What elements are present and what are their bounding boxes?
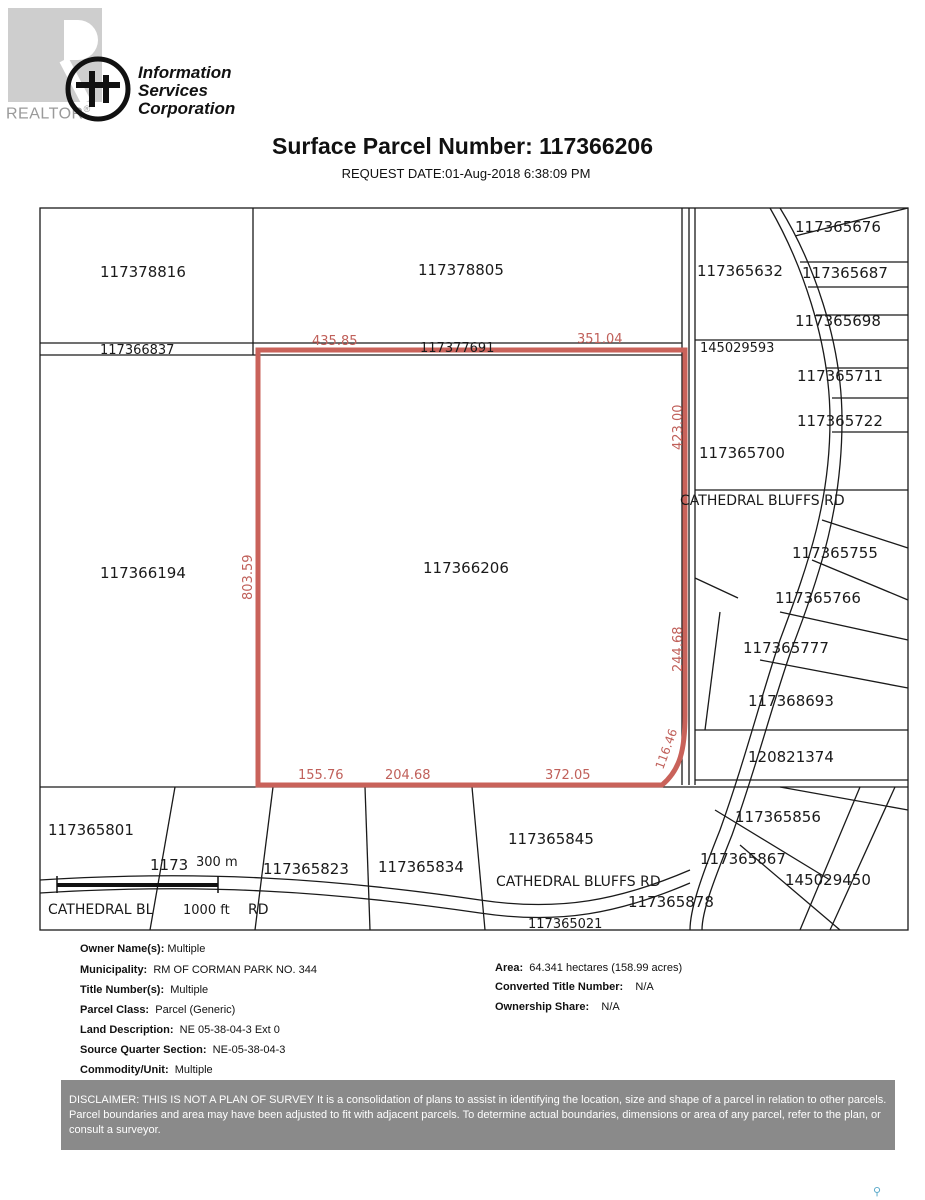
ownership-share-value: N/A: [601, 1001, 620, 1013]
dim-bottom-1: 155.76: [298, 768, 344, 783]
dim-curve: 116.46: [652, 726, 681, 772]
source-quarter-value: NE-05-38-04-3: [212, 1044, 286, 1056]
municipality-label: Municipality:: [80, 964, 148, 976]
parcel-117365711: 117365711: [797, 367, 883, 385]
parcel-117365834: 117365834: [378, 858, 464, 876]
scale-label-top: 300 m: [196, 855, 238, 870]
parcel-117365823: 117365823: [263, 860, 349, 878]
land-description-value: NE 05-38-04-3 Ext 0: [179, 1024, 280, 1036]
parcel-117365878: 117365878: [628, 893, 714, 911]
land-description-label: Land Description:: [80, 1024, 174, 1036]
title-number-value: Multiple: [170, 984, 209, 996]
dim-bottom-3: 372.05: [545, 768, 591, 783]
ownership-share-label: Ownership Share:: [495, 1001, 590, 1013]
parcel-117378805: 117378805: [418, 261, 504, 279]
converted-title-label: Converted Title Number:: [495, 981, 624, 993]
converted-title-value: N/A: [635, 981, 654, 993]
parcel-117366194: 117366194: [100, 564, 186, 582]
page-title: Surface Parcel Number: 117366206: [271, 133, 654, 159]
parcel-class-label: Parcel Class:: [80, 1004, 150, 1016]
parcel-117365722: 117365722: [797, 412, 883, 430]
parcel-117366206: 117366206: [423, 559, 509, 577]
parcel-117365698: 117365698: [795, 312, 881, 330]
area-label: Area:: [495, 962, 524, 974]
parcel-117365021: 117365021: [528, 917, 603, 932]
parcel-120821374: 120821374: [748, 748, 834, 766]
parcel-117378816: 117378816: [100, 263, 186, 281]
dim-right-lower: 244.68: [671, 626, 686, 672]
disclaimer-text: DISCLAIMER: THIS IS NOT A PLAN OF SURVEY It is a consolidation of plans to assist in identifying the location, size and shape of a parcel in relation to other parcels. Parcel boundaries and area may have been adjusted to fit with adjacent parcels. To determine actual boundaries, dimensions or area of any parcel, refer to the plan, or consult a surveyor.: [69, 1094, 887, 1136]
parcel-145029593: 145029593: [700, 341, 775, 356]
parcel-117365845: 117365845: [508, 830, 594, 848]
disclaimer-box: [61, 1080, 895, 1150]
road-label-southwest-a: CATHEDRAL BL: [48, 902, 154, 918]
parcel-117365755: 117365755: [792, 544, 878, 562]
map-pin-icon: ⚲: [873, 1186, 882, 1198]
parcel-117365856: 117365856: [735, 808, 821, 826]
parcel-117365700: 117365700: [699, 444, 785, 462]
dim-right-upper: 423.00: [671, 404, 686, 450]
commodity-label: Commodity/Unit:: [80, 1064, 169, 1076]
parcel-117368693: 117368693: [748, 692, 834, 710]
municipality-value: RM OF CORMAN PARK NO. 344: [153, 964, 317, 976]
dim-left: 803.59: [241, 554, 256, 600]
parcel-class-value: Parcel (Generic): [155, 1004, 236, 1016]
parcel-117365632: 117365632: [697, 262, 783, 280]
parcel-117365867: 117365867: [700, 850, 786, 868]
road-label-south: CATHEDRAL BLUFFS RD: [496, 874, 661, 890]
parcel-145029450: 145029450: [785, 871, 871, 889]
parcel-117365801: 117365801: [48, 821, 134, 839]
parcel-117377691: 117377691: [420, 341, 495, 356]
parcel-117365766: 117365766: [775, 589, 861, 607]
parcel-1173-m2: 1173: [150, 856, 189, 874]
isc-name: Information Services Corporation: [138, 63, 236, 118]
request-date: REQUEST DATE:01-Aug-2018 6:38:09 PM: [341, 166, 591, 181]
realtor-wordmark: REALTOR®: [6, 104, 91, 123]
title-number-label: Title Number(s):: [80, 984, 165, 996]
parcel-117365687: 117365687: [802, 264, 888, 282]
area-value: 64.341 hectares (158.99 acres): [529, 962, 683, 974]
parcel-117366837: 117366837: [100, 343, 175, 358]
dim-top-left: 435.85: [312, 334, 358, 349]
dim-top-right: 351.04: [577, 332, 623, 347]
road-label-east: CATHEDRAL BLUFFS RD: [680, 493, 845, 509]
owner-value: Multiple: [167, 943, 206, 955]
scale-label-bottom: 1000 ft: [183, 903, 230, 918]
parcel-117365777: 117365777: [743, 639, 829, 657]
commodity-value: Multiple: [174, 1064, 213, 1076]
dim-bottom-2: 204.68: [385, 768, 431, 783]
road-label-southwest-b: RD: [248, 902, 269, 918]
source-quarter-label: Source Quarter Section:: [80, 1044, 207, 1056]
owner-label: Owner Name(s):: [80, 943, 165, 955]
parcel-117365676: 117365676: [795, 218, 881, 236]
